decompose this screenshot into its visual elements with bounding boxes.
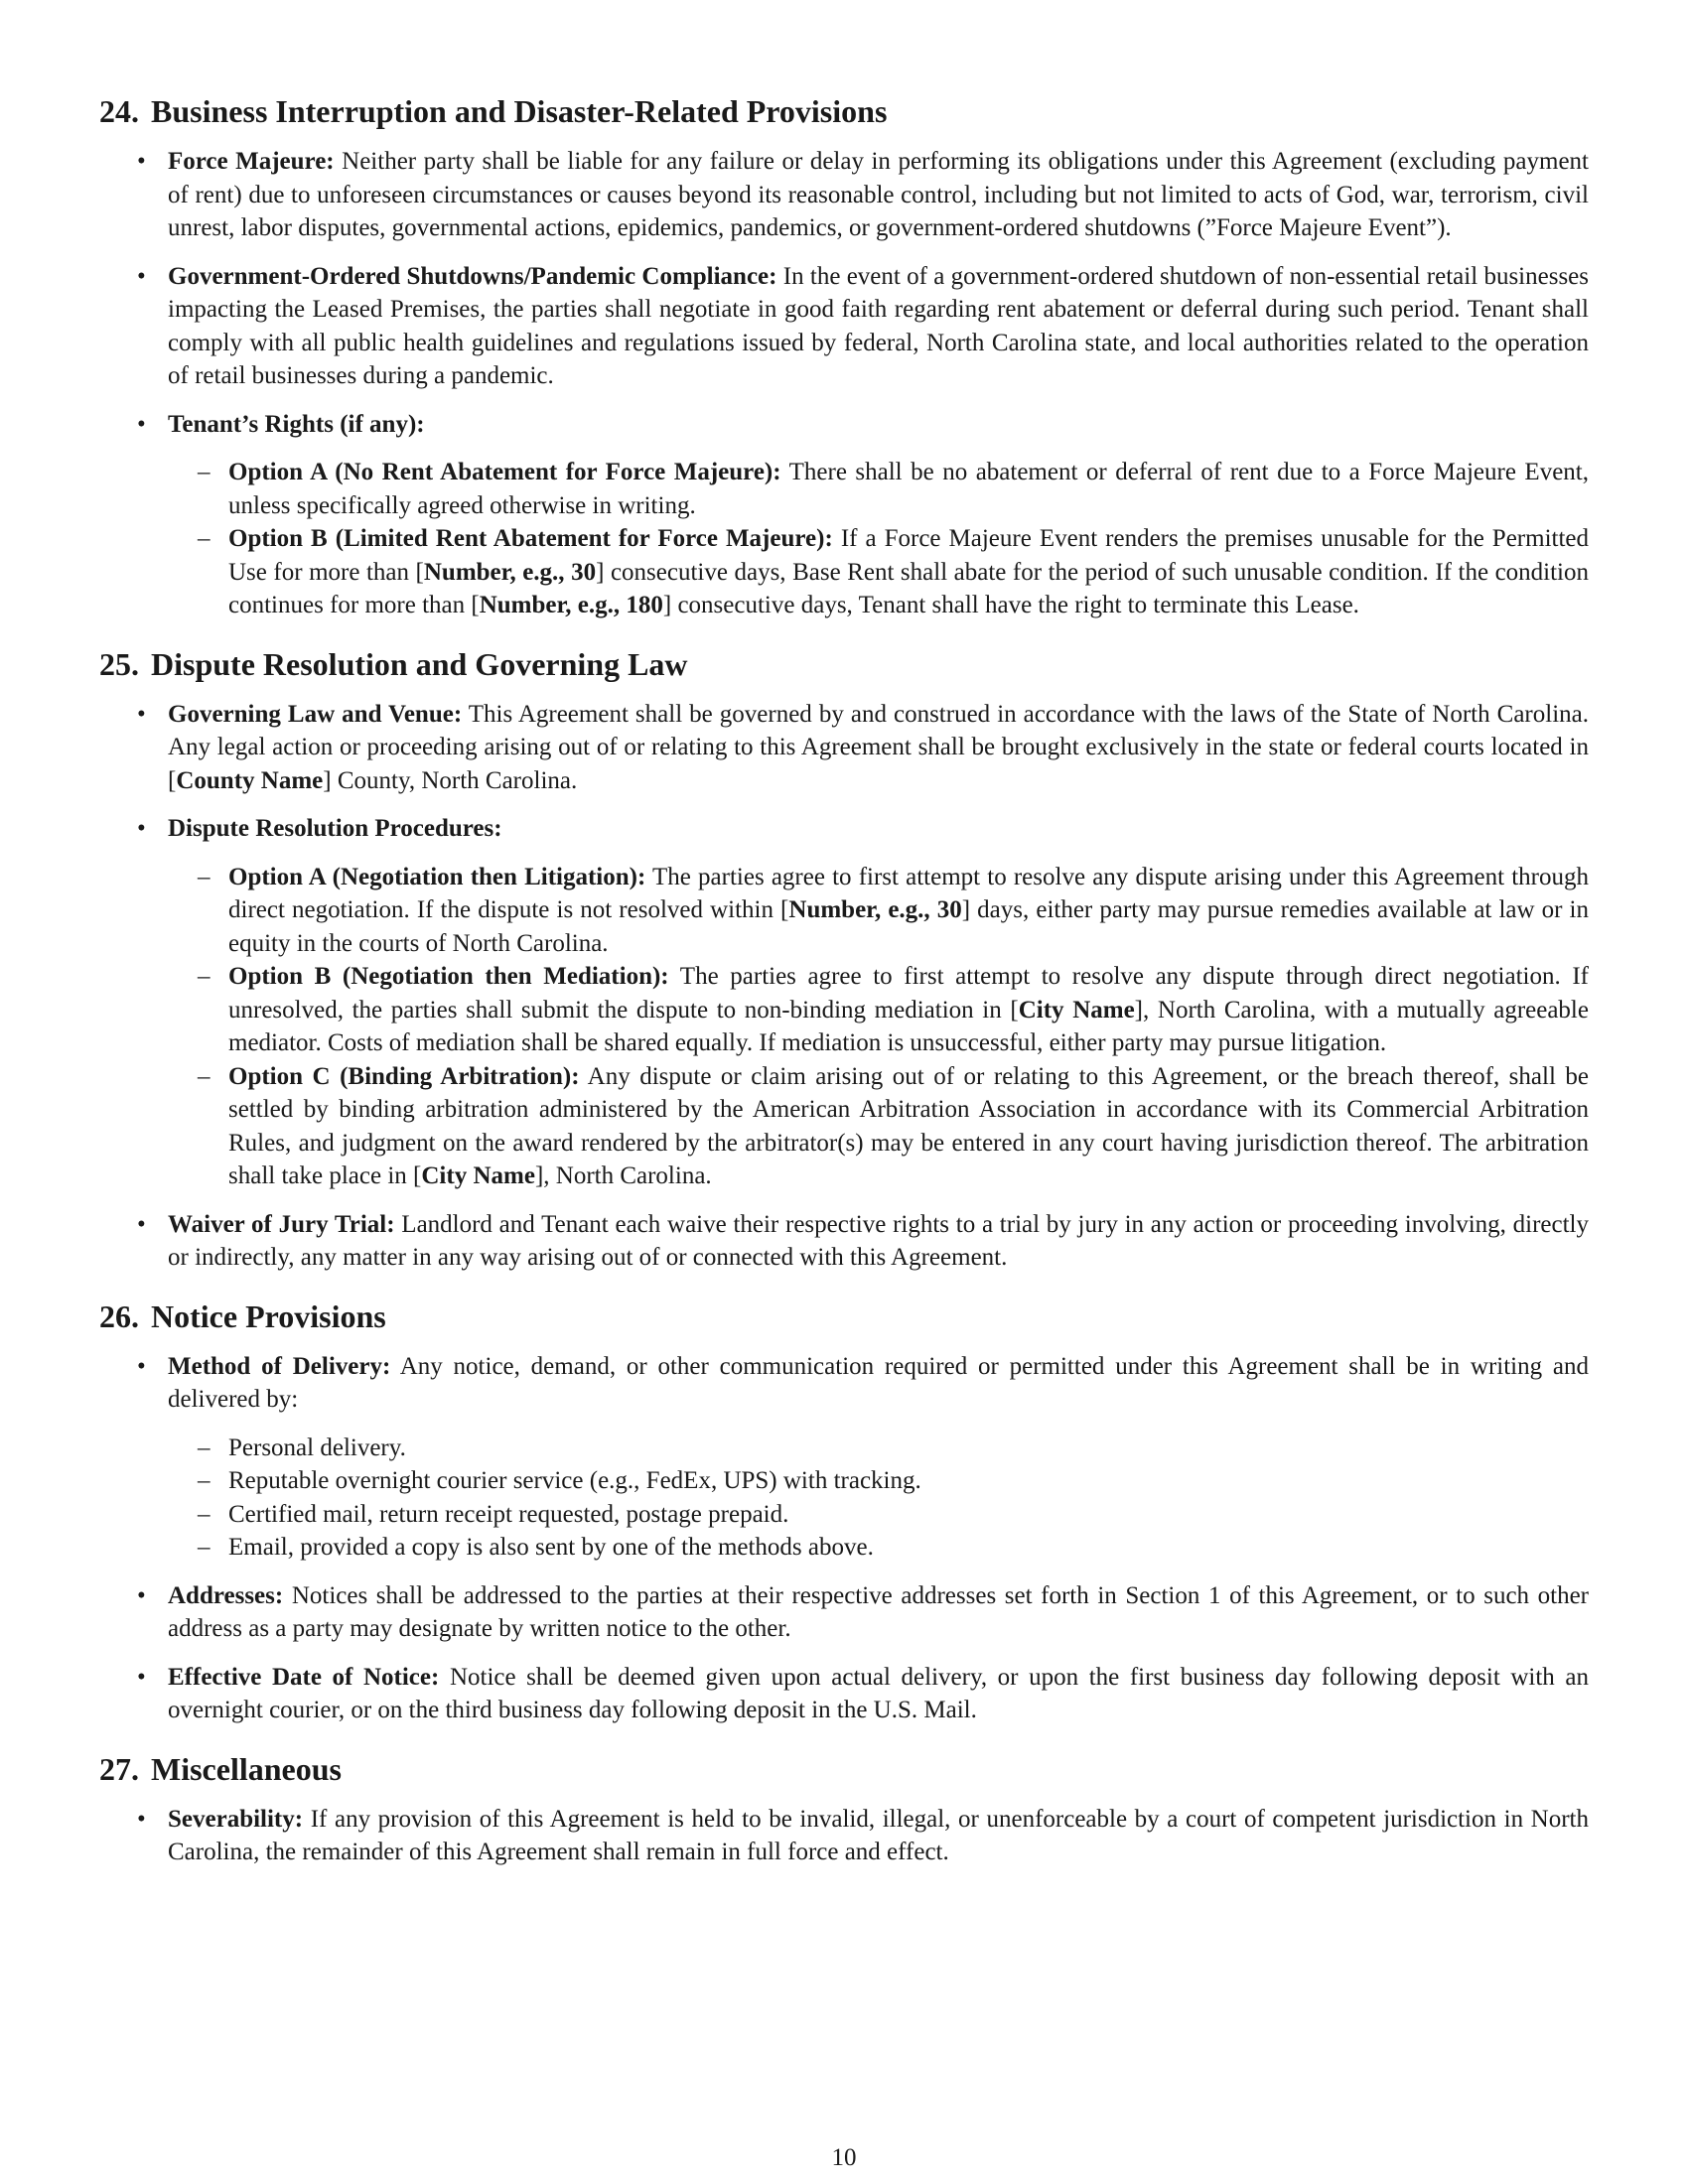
sub-lead: Option B (Negotiation then Mediation): bbox=[228, 963, 669, 990]
bullet-lead: Severability: bbox=[168, 1805, 304, 1833]
bullet-method-of-delivery bbox=[99, 1350, 1589, 1565]
section-title bbox=[99, 1749, 1589, 1789]
section-number: 24. bbox=[99, 93, 139, 129]
bullet-list bbox=[99, 145, 1589, 622]
bullet-governing-law bbox=[99, 698, 1589, 798]
bullet-lead: Method of Delivery: bbox=[168, 1352, 391, 1380]
sub-text: The parties agree to first attempt to resolve any dispute arising under this Agreement through direct negotiation. If the dispute is not resolved within [ bbox=[228, 863, 1589, 923]
sub-item-option-b bbox=[168, 522, 1589, 622]
sub-item-option-a bbox=[168, 456, 1589, 522]
sub-text: The parties agree to first attempt to resolve any dispute through direct negotiation. If unresolved, the parties shall submit the dispute to non-binding mediation in [ bbox=[228, 963, 1589, 1024]
bullet-text: In the event of a government-ordered shutdown of non-essential retail businesses impacting the Leased Premises, the parties shall negotiate in good faith regarding rent abatement or deferral during such period. Tenant shall comply with all public health guidelines and regulations issued by federal, North Carolina state, and local authorities related to the operation of retail businesses during a pandemic. bbox=[168, 262, 1589, 389]
sub-text: ], North Carolina, with a mutually agreeable mediator. Costs of mediation shall be shared equally. If mediation is unsuccessful, either party may pursue litigation. bbox=[228, 996, 1589, 1056]
sub-item-option-b bbox=[168, 960, 1589, 1060]
bullet-text: This Agreement shall be governed by and construed in accordance with the laws of the State of North Carolina. Any legal action or proceeding arising out of or relating to this Agreement shall be brought exclusively in the state or federal courts located in [ bbox=[168, 700, 1589, 794]
sub-item-option-c bbox=[168, 1060, 1589, 1193]
bullet-text: Neither party shall be liable for any failure or delay in performing its obligations under this Agreement (excluding payment of rent) due to unforeseen circumstances or causes beyond its reasonable control, including but not limited to acts of God, war, terrorism, civil unrest, labor disputes, governmental actions, epidemics, pandemics, or government-ordered shutdowns (”Force Majeure Event”). bbox=[168, 148, 1589, 241]
bullet-lead: Addresses: bbox=[168, 1581, 284, 1609]
section-25 bbox=[99, 644, 1589, 1275]
sub-lead: Option A (Negotiation then Litigation): bbox=[228, 863, 646, 890]
bullet-list bbox=[99, 1350, 1589, 1727]
section-title bbox=[99, 1297, 1589, 1336]
bullet-lead: Governing Law and Venue: bbox=[168, 700, 463, 728]
section-title-text: Miscellaneous bbox=[151, 1750, 342, 1787]
placeholder: County Name bbox=[176, 766, 324, 794]
bullet-force-majeure bbox=[99, 145, 1589, 245]
sub-lead: Option B (Limited Rent Abatement for Force Majeure): bbox=[228, 525, 833, 552]
section-title-text: Business Interruption and Disaster-Related Provisions bbox=[151, 93, 888, 129]
sub-text: Any dispute or claim arising out of or relating to this Agreement, or the breach thereof, shall be settled by binding arbitration administered by the American Arbitration Association in accordance with its Commercial Arbitration Rules, and judgment on the award rendered by the arbitrator(s) may be entered in any court having jurisdiction thereof. The arbitration shall take place in [ bbox=[228, 1062, 1589, 1189]
bullet-lead: Waiver of Jury Trial: bbox=[168, 1210, 395, 1238]
sub-list bbox=[168, 456, 1589, 622]
sub-list bbox=[168, 1432, 1589, 1565]
bullet-lead: Tenant’s Rights (if any): bbox=[168, 410, 425, 438]
list-item: – Email, provided a copy is also sent by one of the methods above. bbox=[168, 1531, 1589, 1565]
bullet-tenant-rights bbox=[99, 408, 1589, 622]
section-title-text: Dispute Resolution and Governing Law bbox=[151, 645, 688, 682]
bullet-dispute-procedures bbox=[99, 812, 1589, 1193]
bullet-lead: Effective Date of Notice: bbox=[168, 1663, 440, 1691]
bullet-shutdowns bbox=[99, 260, 1589, 393]
sub-text: If a Force Majeure Event renders the premises unusable for the Permitted Use for more than [ bbox=[228, 525, 1590, 586]
bullet-text: Notices shall be addressed to the parties at their respective addresses set forth in Section 1 of this Agreement, or to such other address as a party may designate by written notice to the other. bbox=[168, 1581, 1589, 1642]
placeholder: City Name bbox=[1018, 996, 1135, 1024]
section-number: 26. bbox=[99, 1297, 139, 1334]
bullet-addresses bbox=[99, 1579, 1589, 1646]
section-27 bbox=[99, 1749, 1589, 1869]
bullet-lead: Force Majeure: bbox=[168, 148, 335, 175]
sub-lead: Option A (No Rent Abatement for Force Majeure): bbox=[228, 459, 781, 485]
placeholder: Number, e.g., 30 bbox=[423, 558, 597, 586]
bullet-text: Notice shall be deemed given upon actual delivery, or upon the first business day following deposit with an overnight courier, or on the third business day following deposit in the U.S. Mail. bbox=[168, 1663, 1590, 1723]
bullet-severability bbox=[99, 1803, 1589, 1869]
bullet-text: Landlord and Tenant each waive their respective rights to a trial by jury in any action or proceeding involving, directly or indirectly, any matter in any way arising out of or connected with this Agreement. bbox=[168, 1210, 1589, 1271]
bullet-list bbox=[99, 1803, 1589, 1869]
bullet-text: ] County, North Carolina. bbox=[323, 766, 578, 794]
placeholder: Number, e.g., 180 bbox=[479, 592, 663, 618]
page-number: 10 bbox=[831, 2144, 857, 2171]
section-24 bbox=[99, 91, 1589, 622]
bullet-lead: Government-Ordered Shutdowns/Pandemic Compliance: bbox=[168, 262, 777, 290]
sub-text: ], North Carolina. bbox=[534, 1162, 712, 1189]
sub-text: ] days, either party may pursue remedies available at law or in equity in the courts of North Carolina. bbox=[228, 896, 1589, 957]
placeholder: City Name bbox=[421, 1162, 535, 1189]
bullet-list bbox=[99, 698, 1589, 1275]
section-26 bbox=[99, 1297, 1589, 1727]
bullet-lead: Dispute Resolution Procedures: bbox=[168, 815, 502, 842]
sub-item-option-a bbox=[168, 861, 1589, 961]
bullet-text: Any notice, demand, or other communication required or permitted under this Agreement shall be in writing and delivered by: bbox=[168, 1352, 1590, 1413]
sub-text: ] consecutive days, Base Rent shall abate for the period of such unusable condition. If the condition continues for more than [ bbox=[228, 558, 1590, 618]
placeholder: Number, e.g., 30 bbox=[788, 896, 962, 923]
sub-text: ] consecutive days, Tenant shall have the right to terminate this Lease. bbox=[662, 592, 1359, 618]
section-title-text: Notice Provisions bbox=[151, 1297, 386, 1334]
sub-lead: Option C (Binding Arbitration): bbox=[228, 1062, 580, 1090]
list-item: – Personal delivery. bbox=[168, 1432, 1589, 1465]
bullet-text: If any provision of this Agreement is held to be invalid, illegal, or unenforceable by a court of competent jurisdiction in North Carolina, the remainder of this Agreement shall remain in full force and effect. bbox=[168, 1805, 1589, 1865]
bullet-jury-waiver bbox=[99, 1208, 1589, 1275]
section-title bbox=[99, 644, 1589, 684]
list-item: – Reputable overnight courier service (e.g., FedEx, UPS) with tracking. bbox=[168, 1464, 1589, 1498]
bullet-effective-date bbox=[99, 1661, 1589, 1727]
section-number: 25. bbox=[99, 645, 139, 682]
sub-list bbox=[168, 861, 1589, 1193]
section-number: 27. bbox=[99, 1750, 139, 1787]
sub-text: There shall be no abatement or deferral of rent due to a Force Majeure Event, unless specifically agreed otherwise in writing. bbox=[228, 459, 1589, 519]
document-page bbox=[99, 91, 1589, 1891]
section-title bbox=[99, 91, 1589, 131]
list-item: – Certified mail, return receipt requested, postage prepaid. bbox=[168, 1498, 1589, 1532]
